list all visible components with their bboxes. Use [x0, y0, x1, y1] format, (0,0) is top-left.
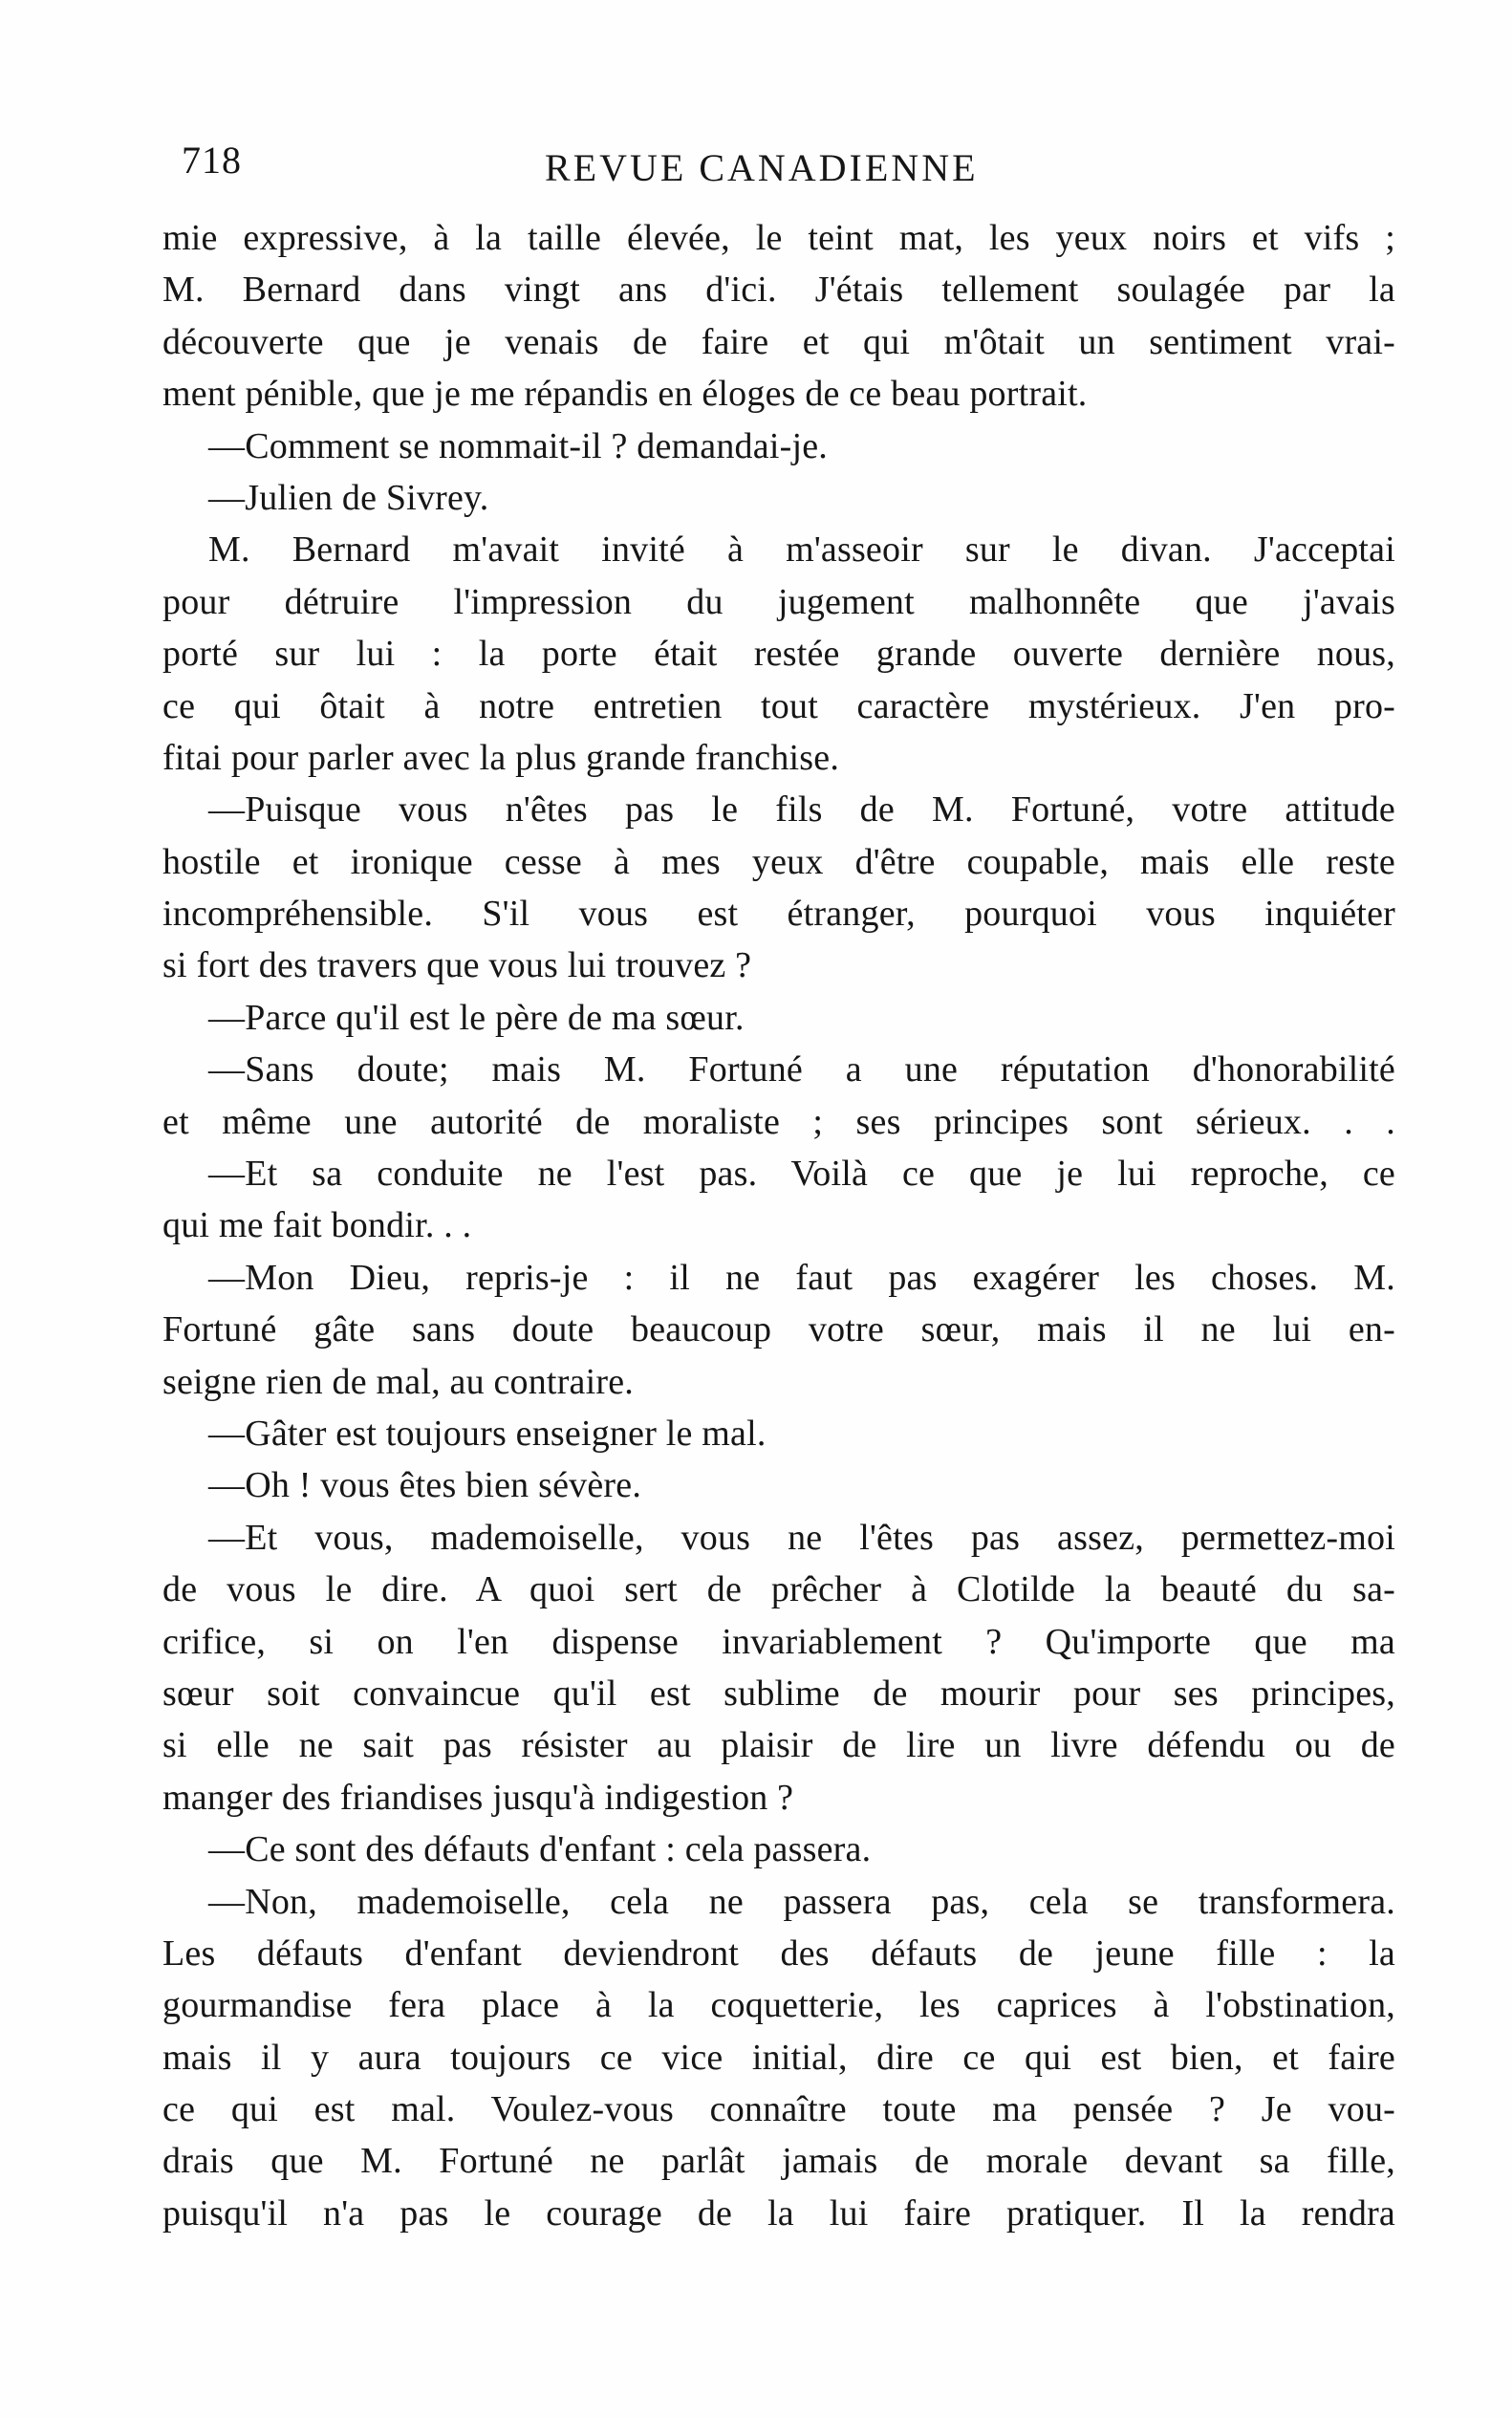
text-line: ment pénible, que je me répandis en éloges de ce beau portrait.	[162, 374, 1088, 415]
text-line: si elle ne sait pas résister au plaisir de lire un livre défendu ou de	[162, 1725, 1395, 1766]
text-line: porté sur lui : la porte était restée grande ouverte dernière nous,	[162, 634, 1395, 675]
text-line: —Sans doute; mais M. Fortuné a une réputation d'honorabilité	[208, 1049, 1395, 1090]
page-header	[182, 132, 1386, 199]
text-line: pour détruire l'impression du jugement malhonnête que j'avais	[162, 581, 1395, 622]
text-line: Fortuné gâte sans doute beaucoup votre sœur, mais il ne lui en-	[162, 1309, 1395, 1350]
text-line: fitai pour parler avec la plus grande franchise.	[162, 737, 840, 778]
text-line: —Et vous, mademoiselle, vous ne l'êtes pas assez, permettez-moi	[208, 1517, 1395, 1558]
running-title: REVUE CANADIENNE	[545, 146, 979, 189]
text-line: seigne rien de mal, au contraire.	[162, 1361, 634, 1402]
text-line: et même une autorité de moraliste ; ses principes sont sérieux. . .	[162, 1101, 1395, 1142]
text-line: si fort des travers que vous lui trouvez ?	[162, 945, 752, 986]
text-line: Les défauts d'enfant deviendront des défauts de jeune fille : la	[162, 1932, 1395, 1974]
text-line: crifice, si on l'en dispense invariablement ? Qu'importe que ma	[162, 1621, 1395, 1662]
text-line: sœur soit convaincue qu'il est sublime de mourir pour ses principes,	[162, 1673, 1395, 1714]
text-line: mais il y aura toujours ce vice initial, dire ce qui est bien, et faire	[162, 2037, 1395, 2078]
text-line: qui me fait bondir. . .	[162, 1205, 472, 1246]
page-number: 718	[182, 139, 242, 182]
text-line: découverte que je venais de faire et qui m'ôtait un sentiment vrai-	[162, 321, 1395, 362]
text-line: —Puisque vous n'êtes pas le fils de M. Fortuné, votre attitude	[208, 789, 1395, 831]
text-line: —Mon Dieu, repris-je : il ne faut pas exagérer les choses. M.	[208, 1257, 1395, 1298]
text-line: —Non, mademoiselle, cela ne passera pas, cela se transformera.	[208, 1881, 1395, 1922]
text-line: de vous le dire. A quoi sert de prêcher à Clotilde la beauté du sa-	[162, 1569, 1395, 1610]
text-line: M. Bernard m'avait invité à m'asseoir sur le divan. J'acceptai	[208, 529, 1395, 571]
text-line: —Et sa conduite ne l'est pas. Voilà ce que je lui reproche, ce	[208, 1154, 1395, 1195]
text-line: hostile et ironique cesse à mes yeux d'être coupable, mais elle reste	[162, 841, 1395, 882]
text-line: —Parce qu'il est le père de ma sœur.	[208, 997, 745, 1038]
text-line: mie expressive, à la taille élevée, le teint mat, les yeux noirs et vifs ;	[162, 218, 1395, 258]
text-line: ce qui est mal. Voulez-vous connaître toute ma pensée ? Je vou-	[162, 2089, 1395, 2130]
text-line: —Oh ! vous êtes bien sévère.	[208, 1465, 642, 1506]
text-line: —Julien de Sivrey.	[208, 477, 489, 518]
body-text	[162, 212, 1395, 2239]
text-line: —Comment se nommait-il ? demandai-je.	[208, 425, 828, 466]
text-line: manger des friandises jusqu'à indigestion ?	[162, 1777, 794, 1818]
text-line: —Gâter est toujours enseigner le mal.	[208, 1413, 767, 1454]
text-line: M. Bernard dans vingt ans d'ici. J'étais tellement soulagée par la	[162, 270, 1395, 311]
text-line: —Ce sont des défauts d'enfant : cela passera.	[208, 1829, 872, 1870]
text-line: ce qui ôtait à notre entretien tout caractère mystérieux. J'en pro-	[162, 685, 1395, 726]
text-line: drais que M. Fortuné ne parlât jamais de morale devant sa fille,	[162, 2141, 1395, 2182]
text-line: puisqu'il n'a pas le courage de la lui faire pratiquer. Il la rendra	[162, 2192, 1395, 2234]
text-line: incompréhensible. S'il vous est étranger, pourquoi vous inquiéter	[162, 894, 1395, 935]
text-line: gourmandise fera place à la coquetterie, les caprices à l'obstination,	[162, 1985, 1395, 2026]
